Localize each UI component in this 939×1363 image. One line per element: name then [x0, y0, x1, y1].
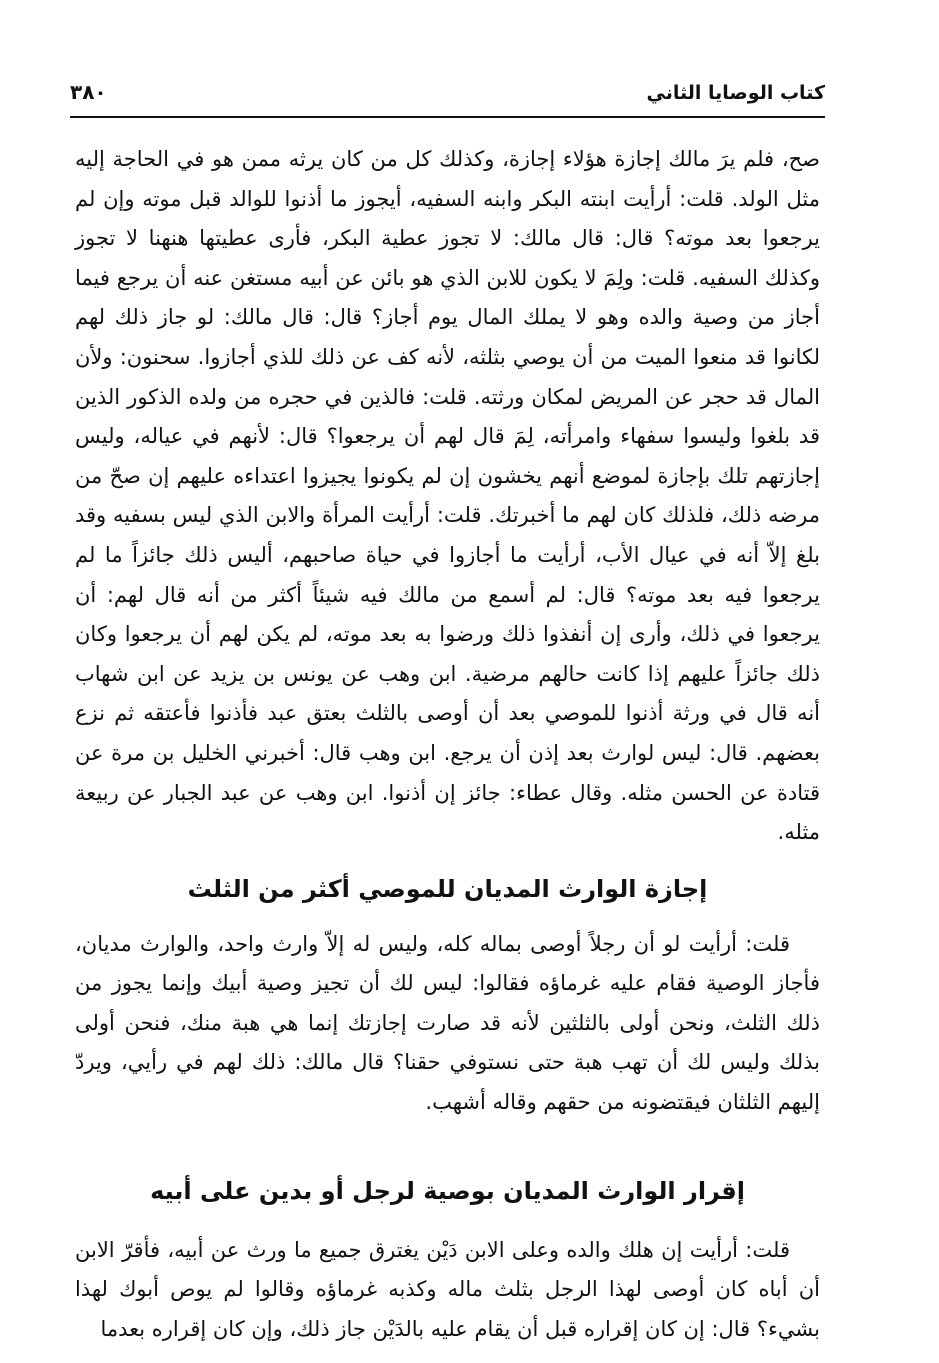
book-title: كتاب الوصايا الثاني — [646, 82, 825, 104]
running-head — [70, 60, 825, 118]
body-paragraph-2: قلت: أرأيت لو أن رجلاً أوصى بماله كله، وليس له إلاّ وارث واحد، والوارث مديان، فأجاز الوصية فقام عليه غرماؤه فقالوا: ليس لك أن تجيز وصية أبيك وإنما يجوز من ذلك الثلث، ونحن أولى بالثلثين لأنه قد صارت إجازتك إنما هي هبة منك، فنحن أولى بذلك وليس لك أن تهب هبة حتى نستوفي حقنا؟ قال مالك: ذلك لهم في رأيي، ويردّ إليهم الثلثان فيقتضونه من حقهم وقاله أشهب. — [75, 931, 820, 1115]
page-number: ٣٨٠ — [70, 80, 107, 104]
header-rule — [70, 116, 825, 118]
body-paragraph-3: قلت: أرأيت إن هلك والده وعلى الابن دَيْن يغترق جميع ما ورث عن أبيه، فأقرّ الابن أن أباه كان أوصى لهذا الرجل بثلث ماله وكذبه غرماؤه وقالوا لم يوص أبوك لهذا بشيء؟ قال: إن كان إقراره قبل أن يقام عليه بالدَيْن جاز ذلك، وإن كان إقراره بعدما — [75, 1237, 820, 1341]
section-heading-2: إقرار الوارث المديان بوصية لرجل أو بدين على أبيه — [150, 1176, 745, 1205]
body-paragraph-1: صح، فلم يرَ مالك إجازة هؤلاء إجازة، وكذلك كل من كان يرثه ممن هو في الحاجة إليه مثل الولد. قلت: أرأيت ابنته البكر وابنه السفيه، أيجوز ما أذنوا للوالد قبل موته وإن لم يرجعوا بعد موته؟ قال: قال مالك: لا تجوز عطية البكر، فأرى عطيتها هنهنا لا تجوز وكذلك السفيه. قلت: ولِمَ لا يكون للابن الذي هو بائن عن أبيه مستغن عنه أن يرجع فيما أجاز من وصية والده وهو لا يملك المال يوم أجاز؟ قال: قال مالك: لو جاز ذلك لهم لكانوا قد منعوا الميت من أن يوصي بثلثه، لأنه كف عن ذلك للذي أجازوا. سحنون: ولأن المال قد حجر عن المريض لمكان ورثته. قلت: فالذين في حجره من ولده الذكور الذين قد بلغوا وليسوا سفهاء وامرأته، لِمَ قال لهم أن يرجعوا؟ قال: لأنهم في عياله، وليس إجازتهم تلك بإجازة لموضع أنهم يخشون إن لم يكونوا يجيزوا اعتداءه عليهم إن صحّ من مرضه ذلك، فلذلك كان لهم ما أخبرتك. قلت: أرأيت المرأة والابن الذي ليس بسفيه وقد بلغ إلاّ أنه في عيال الأب، أرأيت ما أجازوا في حياة صاحبهم، أليس ذلك جائزاً ما لم يرجعوا فيه بعد موته؟ قال: لم أسمع من مالك فيه شيئاً أكثر من أنه قال لهم: أن يرجعوا في ذلك، وأرى إن أنفذوا ذلك ورضوا به بعد موته، لم يكن لهم أن يرجعوا وكان ذلك جائزاً عليهم إذا كانت حالهم مرضية. ابن وهب عن يونس بن يزيد عن ابن شهاب أنه قال في ورثة أذنوا للموصي بعد أن أوصى بالثلث بعتق عبد فأذنوا فأعتقه ثم نزع بعضهم. قال: ليس لوارث بعد إذن أن يرجع. ابن وهب قال: أخبرني الخليل بن مرة عن قتادة عن الحسن مثله. وقال عطاء: جائز إن أذنوا. ابن وهب عن عبد الجبار عن ربيعة مثله. — [75, 147, 820, 845]
section-heading-1: إجازة الوارث المديان للموصي أكثر من الثلث — [187, 874, 708, 903]
page-content — [75, 140, 820, 1349]
